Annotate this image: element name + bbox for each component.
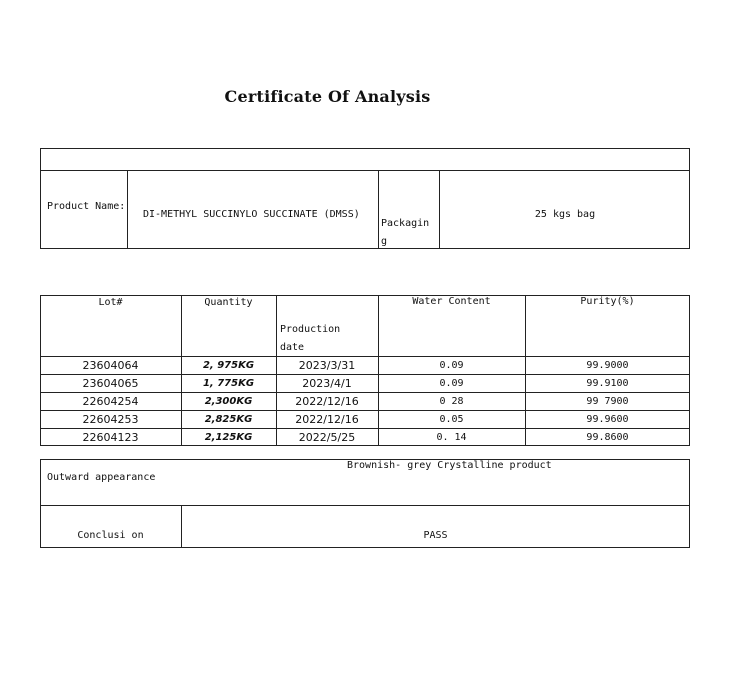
conclusion-label: Conclusi on	[77, 530, 144, 541]
summary-row-divider	[40, 505, 690, 506]
cell-purity: 99 7900	[586, 396, 629, 407]
appearance-value: Brownish- grey Crystalline product	[347, 460, 552, 471]
header-production-date: date	[280, 342, 305, 353]
cell-water: 0.05	[439, 414, 464, 425]
lots-row-divider	[40, 374, 690, 375]
cell-lot: 23604065	[82, 377, 139, 390]
cell-lot: 23604064	[82, 359, 139, 372]
header-quantity: Quantity	[204, 297, 253, 308]
cell-production-date: 2022/5/25	[298, 431, 356, 444]
cell-purity: 99.8600	[586, 432, 629, 443]
cell-water: 0. 14	[436, 432, 467, 443]
product-name-value: DI-METHYL SUCCINYLO SUCCINATE (DMSS)	[143, 209, 360, 220]
conclusion-value: PASS	[423, 530, 448, 541]
lots-row-divider	[40, 428, 690, 429]
cell-water: 0 28	[439, 396, 464, 407]
cell-quantity: 2,300KG	[204, 396, 253, 407]
lots-row-divider	[40, 410, 690, 411]
cell-water: 0.09	[439, 378, 464, 389]
header-production: Production	[280, 324, 341, 335]
product-table-col-divider	[378, 170, 379, 249]
cell-production-date: 2023/3/31	[298, 359, 356, 372]
cell-lot: 22604253	[82, 413, 139, 426]
cell-purity: 99.9100	[586, 378, 629, 389]
summary-col-divider	[181, 505, 182, 548]
lots-row-divider	[40, 356, 690, 357]
cell-production-date: 2023/4/1	[302, 377, 352, 390]
cell-quantity: 2, 975KG	[202, 360, 255, 371]
packaging-label: Packagin	[381, 218, 430, 229]
cell-quantity: 2,125KG	[204, 432, 253, 443]
cell-quantity: 2,825KG	[204, 414, 253, 425]
lots-row-divider	[40, 392, 690, 393]
header-purity: Purity(%)	[580, 296, 635, 307]
cell-quantity: 1, 775KG	[202, 378, 255, 389]
cell-purity: 99.9000	[586, 360, 629, 371]
cell-production-date: 2022/12/16	[295, 395, 359, 408]
product-table-col-divider	[127, 170, 128, 249]
cell-production-date: 2022/12/16	[295, 413, 359, 426]
document-title: Certificate Of Analysis	[224, 87, 431, 106]
product-name-label: Product Name:	[47, 201, 126, 212]
product-table-divider	[40, 170, 690, 171]
cell-purity: 99.9600	[586, 414, 629, 425]
header-lot: Lot#	[98, 297, 123, 308]
cell-lot: 22604254	[82, 395, 139, 408]
header-water: Water Content	[412, 296, 491, 307]
cell-lot: 22604123	[82, 431, 139, 444]
cell-water: 0.09	[439, 360, 464, 371]
product-table	[40, 148, 690, 249]
packaging-label-continued: g	[381, 236, 388, 247]
appearance-label: Outward appearance	[47, 472, 156, 483]
packaging-value: 25 kgs bag	[534, 209, 596, 220]
